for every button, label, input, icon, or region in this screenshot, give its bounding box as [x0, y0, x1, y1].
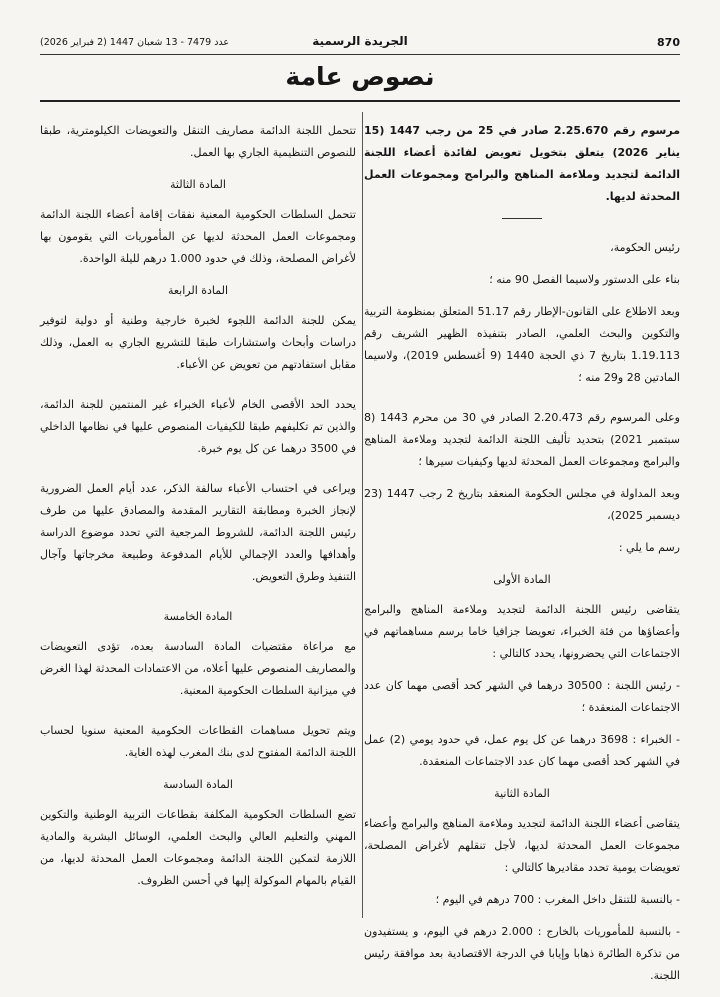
title-underline	[502, 218, 542, 219]
section-title: نصوص عامة	[285, 62, 435, 91]
article-paragraph: تتحمل اللجنة الدائمة مصاريف التنقل والتعويضات الكيلومترية، طبقا للنصوص التنظيمية الجاري بها العمل.	[40, 124, 356, 159]
article-paragraph: مع مراعاة مقتضيات المادة السادسة بعده، تؤدى التعويضات والمصاريف المنصوص عليها أعلاه، من الاعتمادات المحدثة لهذا الغرض في ميزانية السلطات الحكومية المعنية.	[40, 640, 356, 697]
article-heading: المادة الخامسة	[163, 610, 233, 623]
right-column	[364, 120, 680, 997]
preamble-constitution: بناء على الدستور ولاسيما الفصل 90 منه ؛	[489, 273, 680, 286]
preamble-framework-law: وبعد الاطلاع على القانون-الإطار رقم 51.17 المتعلق بمنظومة التربية والتكوين والبحث العلمي، الصادر بتنفيذه الظهير الشريف رقم 1.19.113 بتاريخ 7 ذي الحجة 1440 (9 أغسطس 2019)، ولاسيما المادتين 28 و29 منه ؛	[364, 305, 680, 384]
article-paragraph: يتقاضى رئيس اللجنة الدائمة لتجديد وملاءمة المناهج والبرامج وأعضاؤها من فئة الخبراء، تعويضا جزافيا خاما برسم مساهماتهم في الاجتماعات التي يحضرونها، يحدد كالتالي :	[364, 603, 680, 660]
title-rule	[40, 100, 680, 102]
article-paragraph: يمكن للجنة الدائمة اللجوء لخبرة خارجية وطنية أو دولية لتوفير دراسات وأبحاث واستشارات طبقا للتشريع الجاري به العمل، وذلك مقابل استفادتهم من تعويض عن الأعباء.	[40, 314, 356, 371]
article-paragraph: - الخبراء : 3698 درهما عن كل يوم عمل، في حدود يومي (2) عمل في الشهر كحد أقصى مهما كان عدد الاجتماعات المنعقدة.	[364, 733, 680, 768]
left-column	[40, 120, 356, 902]
preamble-deliberation: وبعد المداولة في مجلس الحكومة المنعقد بتاريخ 2 رجب 1447 (23 ديسمبر 2025)،	[364, 487, 680, 522]
article-paragraph: - رئيس اللجنة : 30500 درهما في الشهر كحد أقصى مهما كان عدد الاجتماعات المنعقدة ؛	[364, 679, 680, 714]
article-heading: المادة الثالثة	[170, 178, 226, 191]
article-paragraph: ويراعى في احتساب الأعباء سالفة الذكر، عدد أيام العمل الضرورية لإنجاز الخبرة ومطابقة التقارير المقدمة والمصادق عليها من طرف رئيس اللجنة الدائمة، للشروط المرجعية التي تحدد موضوع الدراسة وأهدافها والعدد الإجمالي للأيام المدفوعة وطبيعة مخرجاتها وآجال التنفيذ وطرق التعويض.	[40, 482, 356, 583]
page-number: 870	[657, 36, 680, 49]
article-paragraph: تضع السلطات الحكومية المكلفة بقطاعات التربية الوطنية والتكوين المهني والتعليم العالي والبحث العلمي، الوسائل البشرية والمادية اللازمة لتمكين اللجنة الدائمة ومجموعات العمل المحدثة لديها، من القيام بالمهام الموكولة إليها في أحسن الظروف.	[40, 808, 356, 887]
issue-info: عدد 7479 - 13 شعبان 1447 (2 فبراير 2026)	[40, 37, 230, 48]
article-heading: المادة السادسة	[163, 778, 233, 791]
article-heading: المادة الرابعة	[167, 284, 229, 297]
article-paragraph: تتحمل السلطات الحكومية المعنية نفقات إقامة أعضاء اللجنة الدائمة ومجموعات العمل المحدثة لديها عن المأموريات التي يقومون بها لأغراض المصلحة، وذلك في حدود 1.000 درهم لليلة الواحدة.	[40, 208, 356, 265]
column-divider	[362, 112, 363, 918]
article-paragraph: - بالنسبة للتنقل داخل المغرب : 700 درهم في اليوم ؛	[435, 893, 680, 906]
decree-title: مرسوم رقم 2.25.670 صادر في 25 من رجب 1447 (15 يناير 2026) يتعلق بتخويل تعويض لفائدة أعضاء اللجنة الدائمة لتجديد وملاءمة المناهج والبرامج ومجموعات العمل المحدثة لديها.	[364, 124, 681, 203]
article-paragraph: يحدد الحد الأقصى الخام لأعباء الخبراء غير المنتمين للجنة الدائمة، والذين تم تكليفهم طبقا للكيفيات المنصوص عليها في نظامها الداخلي في 3500 درهما عن كل يوم خبرة.	[40, 398, 356, 455]
article-heading: المادة الثانية	[494, 787, 550, 800]
article-heading: المادة الأولى	[493, 573, 551, 586]
preamble-decree: وعلى المرسوم رقم 2.20.473 الصادر في 30 من محرم 1443 (8 سبتمبر 2021) بتحديد تأليف اللجنة الدائمة لتجديد وملاءمة المناهج والبرامج ومجموعات العمل المحدثة لديها وكيفيات سيرها ؛	[364, 411, 680, 468]
decree-issuer: رئيس الحكومة،	[610, 241, 680, 254]
article-paragraph: يتقاضى أعضاء اللجنة الدائمة لتجديد وملاءمة المناهج والبرامج وأعضاء مجموعات العمل المحدثة لديها، لأجل تنقلهم لأغراض المصلحة، تعويضات يومية تحدد مقاديرها كالتالي :	[364, 817, 680, 874]
article-paragraph: ويتم تحويل مساهمات القطاعات الحكومية المعنية سنويا لحساب اللجنة الدائمة المفتوح لدى بنك المغرب لهذه الغاية.	[40, 724, 356, 759]
page-header	[40, 32, 680, 55]
journal-title: الجريدة الرسمية	[312, 34, 408, 48]
article-paragraph: - بالنسبة للمأموريات بالخارج : 2.000 درهم في اليوم، و يستفيدون من تذكرة الطائرة ذهابا وإيابا في الدرجة الاقتصادية بعد موافقة رئيس اللجنة.	[364, 925, 680, 982]
decrees-line: رسم ما يلي :	[618, 541, 680, 554]
